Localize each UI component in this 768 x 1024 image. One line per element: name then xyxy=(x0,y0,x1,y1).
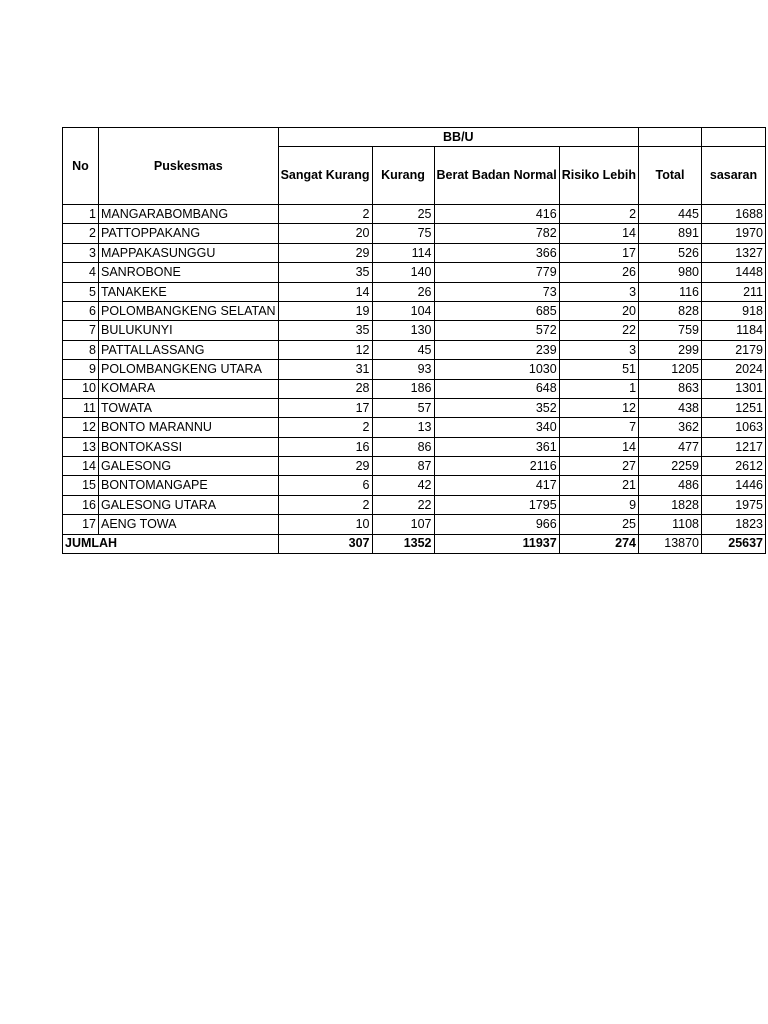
cell-kurang: 75 xyxy=(372,224,434,243)
cell-sangat-kurang: 17 xyxy=(278,398,372,417)
cell-normal: 1795 xyxy=(434,495,559,514)
total-row xyxy=(63,534,766,553)
cell-normal: 1030 xyxy=(434,360,559,379)
cell-kurang: 114 xyxy=(372,243,434,262)
table-row xyxy=(63,340,766,359)
cell-kurang: 87 xyxy=(372,457,434,476)
cell-puskesmas: MANGARABOMBANG xyxy=(99,205,279,224)
header-row-1 xyxy=(63,128,766,147)
table-row xyxy=(63,224,766,243)
cell-total: 116 xyxy=(639,282,702,301)
cell-sasaran: 211 xyxy=(702,282,766,301)
cell-kurang: 26 xyxy=(372,282,434,301)
cell-total: 1205 xyxy=(639,360,702,379)
cell-normal: 685 xyxy=(434,301,559,320)
cell-normal: 361 xyxy=(434,437,559,456)
cell-sasaran: 918 xyxy=(702,301,766,320)
cell-sangat-kurang: 2 xyxy=(278,205,372,224)
cell-puskesmas: GALESONG UTARA xyxy=(99,495,279,514)
cell-normal: 417 xyxy=(434,476,559,495)
cell-no: 14 xyxy=(63,457,99,476)
cell-no: 1 xyxy=(63,205,99,224)
table-row xyxy=(63,437,766,456)
cell-no: 7 xyxy=(63,321,99,340)
cell-normal: 73 xyxy=(434,282,559,301)
cell-risiko: 12 xyxy=(559,398,638,417)
cell-risiko: 7 xyxy=(559,418,638,437)
table-row xyxy=(63,243,766,262)
table-row xyxy=(63,398,766,417)
nutrition-status-table xyxy=(62,127,766,554)
cell-sasaran: 1327 xyxy=(702,243,766,262)
cell-sangat-kurang: 28 xyxy=(278,379,372,398)
cell-puskesmas: TANAKEKE xyxy=(99,282,279,301)
cell-sasaran: 1063 xyxy=(702,418,766,437)
cell-risiko: 3 xyxy=(559,282,638,301)
cell-kurang: 107 xyxy=(372,515,434,534)
total-total: 13870 xyxy=(639,534,702,553)
cell-kurang: 42 xyxy=(372,476,434,495)
cell-normal: 572 xyxy=(434,321,559,340)
cell-normal: 239 xyxy=(434,340,559,359)
cell-sasaran: 2024 xyxy=(702,360,766,379)
cell-puskesmas: KOMARA xyxy=(99,379,279,398)
table-row xyxy=(63,476,766,495)
cell-risiko: 21 xyxy=(559,476,638,495)
cell-total: 759 xyxy=(639,321,702,340)
cell-puskesmas: AENG TOWA xyxy=(99,515,279,534)
cell-risiko: 3 xyxy=(559,340,638,359)
cell-total: 526 xyxy=(639,243,702,262)
cell-kurang: 130 xyxy=(372,321,434,340)
cell-risiko: 51 xyxy=(559,360,638,379)
cell-kurang: 13 xyxy=(372,418,434,437)
header-sangat-kurang: Sangat Kurang xyxy=(278,147,372,205)
table-row xyxy=(63,205,766,224)
total-risiko: 274 xyxy=(559,534,638,553)
header-group-bbu: BB/U xyxy=(278,128,638,147)
cell-no: 13 xyxy=(63,437,99,456)
cell-no: 10 xyxy=(63,379,99,398)
cell-puskesmas: PATTALLASSANG xyxy=(99,340,279,359)
cell-total: 863 xyxy=(639,379,702,398)
cell-sangat-kurang: 29 xyxy=(278,243,372,262)
cell-sangat-kurang: 16 xyxy=(278,437,372,456)
total-kurang: 1352 xyxy=(372,534,434,553)
cell-sangat-kurang: 10 xyxy=(278,515,372,534)
cell-risiko: 2 xyxy=(559,205,638,224)
cell-sangat-kurang: 35 xyxy=(278,321,372,340)
header-blank-sasaran xyxy=(702,128,766,147)
cell-risiko: 25 xyxy=(559,515,638,534)
cell-no: 9 xyxy=(63,360,99,379)
cell-puskesmas: BONTO MARANNU xyxy=(99,418,279,437)
cell-kurang: 93 xyxy=(372,360,434,379)
cell-sasaran: 1217 xyxy=(702,437,766,456)
total-label: JUMLAH xyxy=(63,534,279,553)
cell-no: 11 xyxy=(63,398,99,417)
cell-kurang: 104 xyxy=(372,301,434,320)
cell-puskesmas: BULUKUNYI xyxy=(99,321,279,340)
table-row xyxy=(63,495,766,514)
cell-puskesmas: POLOMBANGKENG SELATAN xyxy=(99,301,279,320)
cell-no: 12 xyxy=(63,418,99,437)
cell-kurang: 25 xyxy=(372,205,434,224)
cell-risiko: 20 xyxy=(559,301,638,320)
header-berat-badan-normal: Berat Badan Normal xyxy=(434,147,559,205)
cell-sasaran: 1446 xyxy=(702,476,766,495)
cell-no: 3 xyxy=(63,243,99,262)
cell-sasaran: 1970 xyxy=(702,224,766,243)
cell-risiko: 17 xyxy=(559,243,638,262)
header-risiko-lebih: Risiko Lebih xyxy=(559,147,638,205)
cell-risiko: 26 xyxy=(559,263,638,282)
cell-risiko: 22 xyxy=(559,321,638,340)
cell-normal: 340 xyxy=(434,418,559,437)
cell-total: 438 xyxy=(639,398,702,417)
header-sasaran: sasaran xyxy=(702,147,766,205)
header-blank-total xyxy=(639,128,702,147)
cell-kurang: 140 xyxy=(372,263,434,282)
cell-puskesmas: GALESONG xyxy=(99,457,279,476)
cell-normal: 416 xyxy=(434,205,559,224)
cell-sasaran: 1448 xyxy=(702,263,766,282)
cell-sasaran: 2612 xyxy=(702,457,766,476)
cell-normal: 366 xyxy=(434,243,559,262)
cell-no: 2 xyxy=(63,224,99,243)
table-row xyxy=(63,379,766,398)
cell-normal: 782 xyxy=(434,224,559,243)
table-row xyxy=(63,282,766,301)
cell-kurang: 45 xyxy=(372,340,434,359)
cell-sangat-kurang: 2 xyxy=(278,418,372,437)
cell-total: 828 xyxy=(639,301,702,320)
cell-puskesmas: BONTOMANGAPE xyxy=(99,476,279,495)
total-normal: 11937 xyxy=(434,534,559,553)
cell-total: 1108 xyxy=(639,515,702,534)
cell-sangat-kurang: 2 xyxy=(278,495,372,514)
cell-total: 891 xyxy=(639,224,702,243)
table-body xyxy=(63,205,766,535)
cell-sasaran: 1184 xyxy=(702,321,766,340)
cell-sasaran: 2179 xyxy=(702,340,766,359)
cell-kurang: 186 xyxy=(372,379,434,398)
cell-no: 15 xyxy=(63,476,99,495)
cell-no: 5 xyxy=(63,282,99,301)
cell-sangat-kurang: 6 xyxy=(278,476,372,495)
cell-total: 445 xyxy=(639,205,702,224)
cell-total: 2259 xyxy=(639,457,702,476)
cell-normal: 779 xyxy=(434,263,559,282)
cell-sasaran: 1301 xyxy=(702,379,766,398)
cell-total: 299 xyxy=(639,340,702,359)
cell-puskesmas: SANROBONE xyxy=(99,263,279,282)
cell-sangat-kurang: 31 xyxy=(278,360,372,379)
cell-puskesmas: PATTOPPAKANG xyxy=(99,224,279,243)
cell-risiko: 14 xyxy=(559,437,638,456)
cell-sangat-kurang: 20 xyxy=(278,224,372,243)
cell-sangat-kurang: 35 xyxy=(278,263,372,282)
cell-kurang: 22 xyxy=(372,495,434,514)
table-row xyxy=(63,360,766,379)
cell-sasaran: 1251 xyxy=(702,398,766,417)
table-row xyxy=(63,321,766,340)
header-no: No xyxy=(63,128,99,205)
cell-sangat-kurang: 29 xyxy=(278,457,372,476)
cell-total: 477 xyxy=(639,437,702,456)
cell-puskesmas: TOWATA xyxy=(99,398,279,417)
cell-normal: 2116 xyxy=(434,457,559,476)
cell-sasaran: 1688 xyxy=(702,205,766,224)
cell-total: 486 xyxy=(639,476,702,495)
cell-no: 8 xyxy=(63,340,99,359)
total-sasaran: 25637 xyxy=(702,534,766,553)
cell-normal: 966 xyxy=(434,515,559,534)
header-total: Total xyxy=(639,147,702,205)
cell-risiko: 14 xyxy=(559,224,638,243)
table-row xyxy=(63,301,766,320)
cell-sangat-kurang: 19 xyxy=(278,301,372,320)
cell-no: 6 xyxy=(63,301,99,320)
cell-risiko: 27 xyxy=(559,457,638,476)
cell-no: 16 xyxy=(63,495,99,514)
cell-sasaran: 1823 xyxy=(702,515,766,534)
total-sangat-kurang: 307 xyxy=(278,534,372,553)
cell-risiko: 9 xyxy=(559,495,638,514)
cell-sangat-kurang: 12 xyxy=(278,340,372,359)
cell-no: 4 xyxy=(63,263,99,282)
table-row xyxy=(63,457,766,476)
cell-risiko: 1 xyxy=(559,379,638,398)
table-row xyxy=(63,263,766,282)
cell-normal: 648 xyxy=(434,379,559,398)
cell-no: 17 xyxy=(63,515,99,534)
cell-total: 1828 xyxy=(639,495,702,514)
cell-puskesmas: POLOMBANGKENG UTARA xyxy=(99,360,279,379)
cell-normal: 352 xyxy=(434,398,559,417)
header-kurang: Kurang xyxy=(372,147,434,205)
header-puskesmas: Puskesmas xyxy=(99,128,279,205)
cell-puskesmas: MAPPAKASUNGGU xyxy=(99,243,279,262)
cell-total: 362 xyxy=(639,418,702,437)
cell-sangat-kurang: 14 xyxy=(278,282,372,301)
cell-sasaran: 1975 xyxy=(702,495,766,514)
table-row xyxy=(63,515,766,534)
cell-puskesmas: BONTOKASSI xyxy=(99,437,279,456)
cell-kurang: 86 xyxy=(372,437,434,456)
cell-kurang: 57 xyxy=(372,398,434,417)
cell-total: 980 xyxy=(639,263,702,282)
table-row xyxy=(63,418,766,437)
